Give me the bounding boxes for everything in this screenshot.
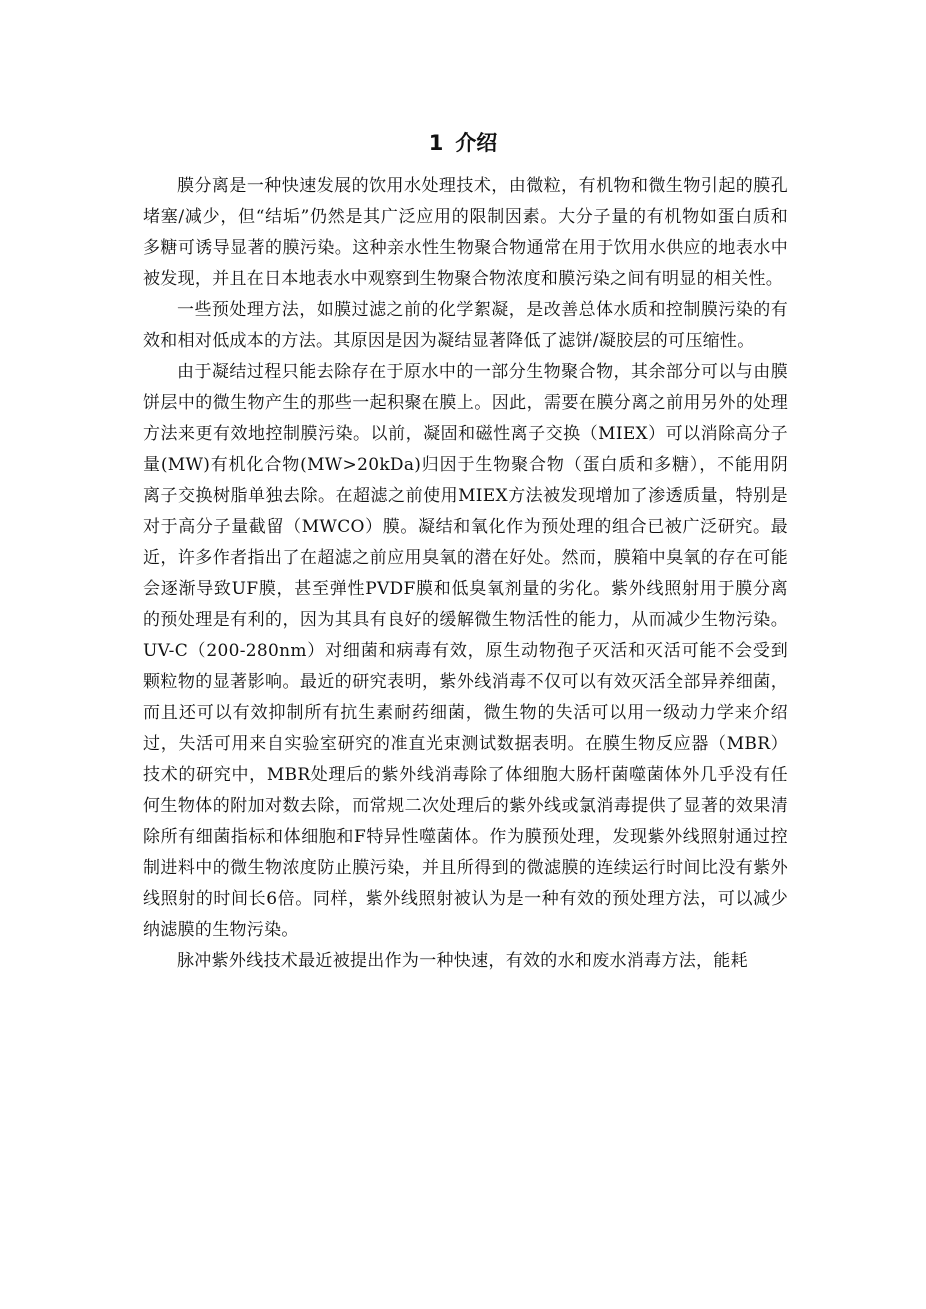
section-title: 介绍: [455, 131, 498, 155]
paragraph: 脉冲紫外线技术最近被提出作为一种快速，有效的水和废水消毒方法，能耗: [177, 951, 748, 971]
body-text: [143, 171, 788, 1291]
section-number: 1: [428, 131, 444, 155]
paragraph: 由于凝结过程只能去除存在于原水中的一部分生物聚合物，其余部分可以与由膜饼层中的微生物产生的那些一起积聚在膜上。因此，需要在膜分离之前用另外的处理方法来更有效地控制膜污染。以前，凝固和磁性离子交换（MIEX）可以消除高分子量(MW)有机化合物(MW>20kDa)归因于生物聚合物（蛋白质和多糖），不能用阴离子交换树脂单独去除。在超滤之前使用MIEX方法被发现增加了渗透质量，特别是对于高分子量截留（MWCO）膜。凝结和氧化作为预处理的组合已被广泛研究。最近，许多作者指出了在超滤之前应用臭氧的潜在好处。然而，膜箱中臭氧的存在可能会逐渐导致UF膜，甚至弹性PVDF膜和低臭氧剂量的劣化。紫外线照射用于膜分离的预处理是有利的，因为其具有良好的缓解微生物活性的能力，从而减少生物污染。UV-C（200-280nm）对细菌和病毒有效，原生动物孢子灭活和灭活可能不会受到颗粒物的显著影响。最近的研究表明，紫外线消毒不仅可以有效灭活全部异养细菌，而且还可以有效抑制所有抗生素耐药细菌，微生物的失活可以用一级动力学来介绍过，失活可用来自实验室研究的准直光束测试数据表明。在膜生物反应器（MBR）技术的研究中，MBR处理后的紫外线消毒除了体细胞大肠杆菌噬菌体外几乎没有任何生物体的附加对数去除，而常规二次处理后的紫外线或氯消毒提供了显著的效果清除所有细菌指标和体细胞和F特异性噬菌体。作为膜预处理，发现紫外线照射通过控制进料中的微生物浓度防止膜污染，并且所得到的微滤膜的连续运行时间比没有紫外线照射的时间长6倍。同样，紫外线照射被认为是一种有效的预处理方法，可以减少纳滤膜的生物污染。: [143, 362, 788, 940]
paragraph: 一些预处理方法，如膜过滤之前的化学絮凝，是改善总体水质和控制膜污染的有效和相对低成本的方法。其原因是因为凝结显著降低了滤饼/凝胶层的可压缩性。: [143, 300, 788, 351]
paragraph: 膜分离是一种快速发展的饮用水处理技术，由微粒，有机物和微生物引起的膜孔堵塞/减少，但“结垢”仍然是其广泛应用的限制因素。大分子量的有机物如蛋白质和多糖可诱导显著的膜污染。这种亲水性生物聚合物通常在用于饮用水供应的地表水中被发现，并且在日本地表水中观察到生物聚合物浓度和膜污染之间有明显的相关性。: [143, 176, 788, 289]
section-heading: [0, 126, 926, 160]
